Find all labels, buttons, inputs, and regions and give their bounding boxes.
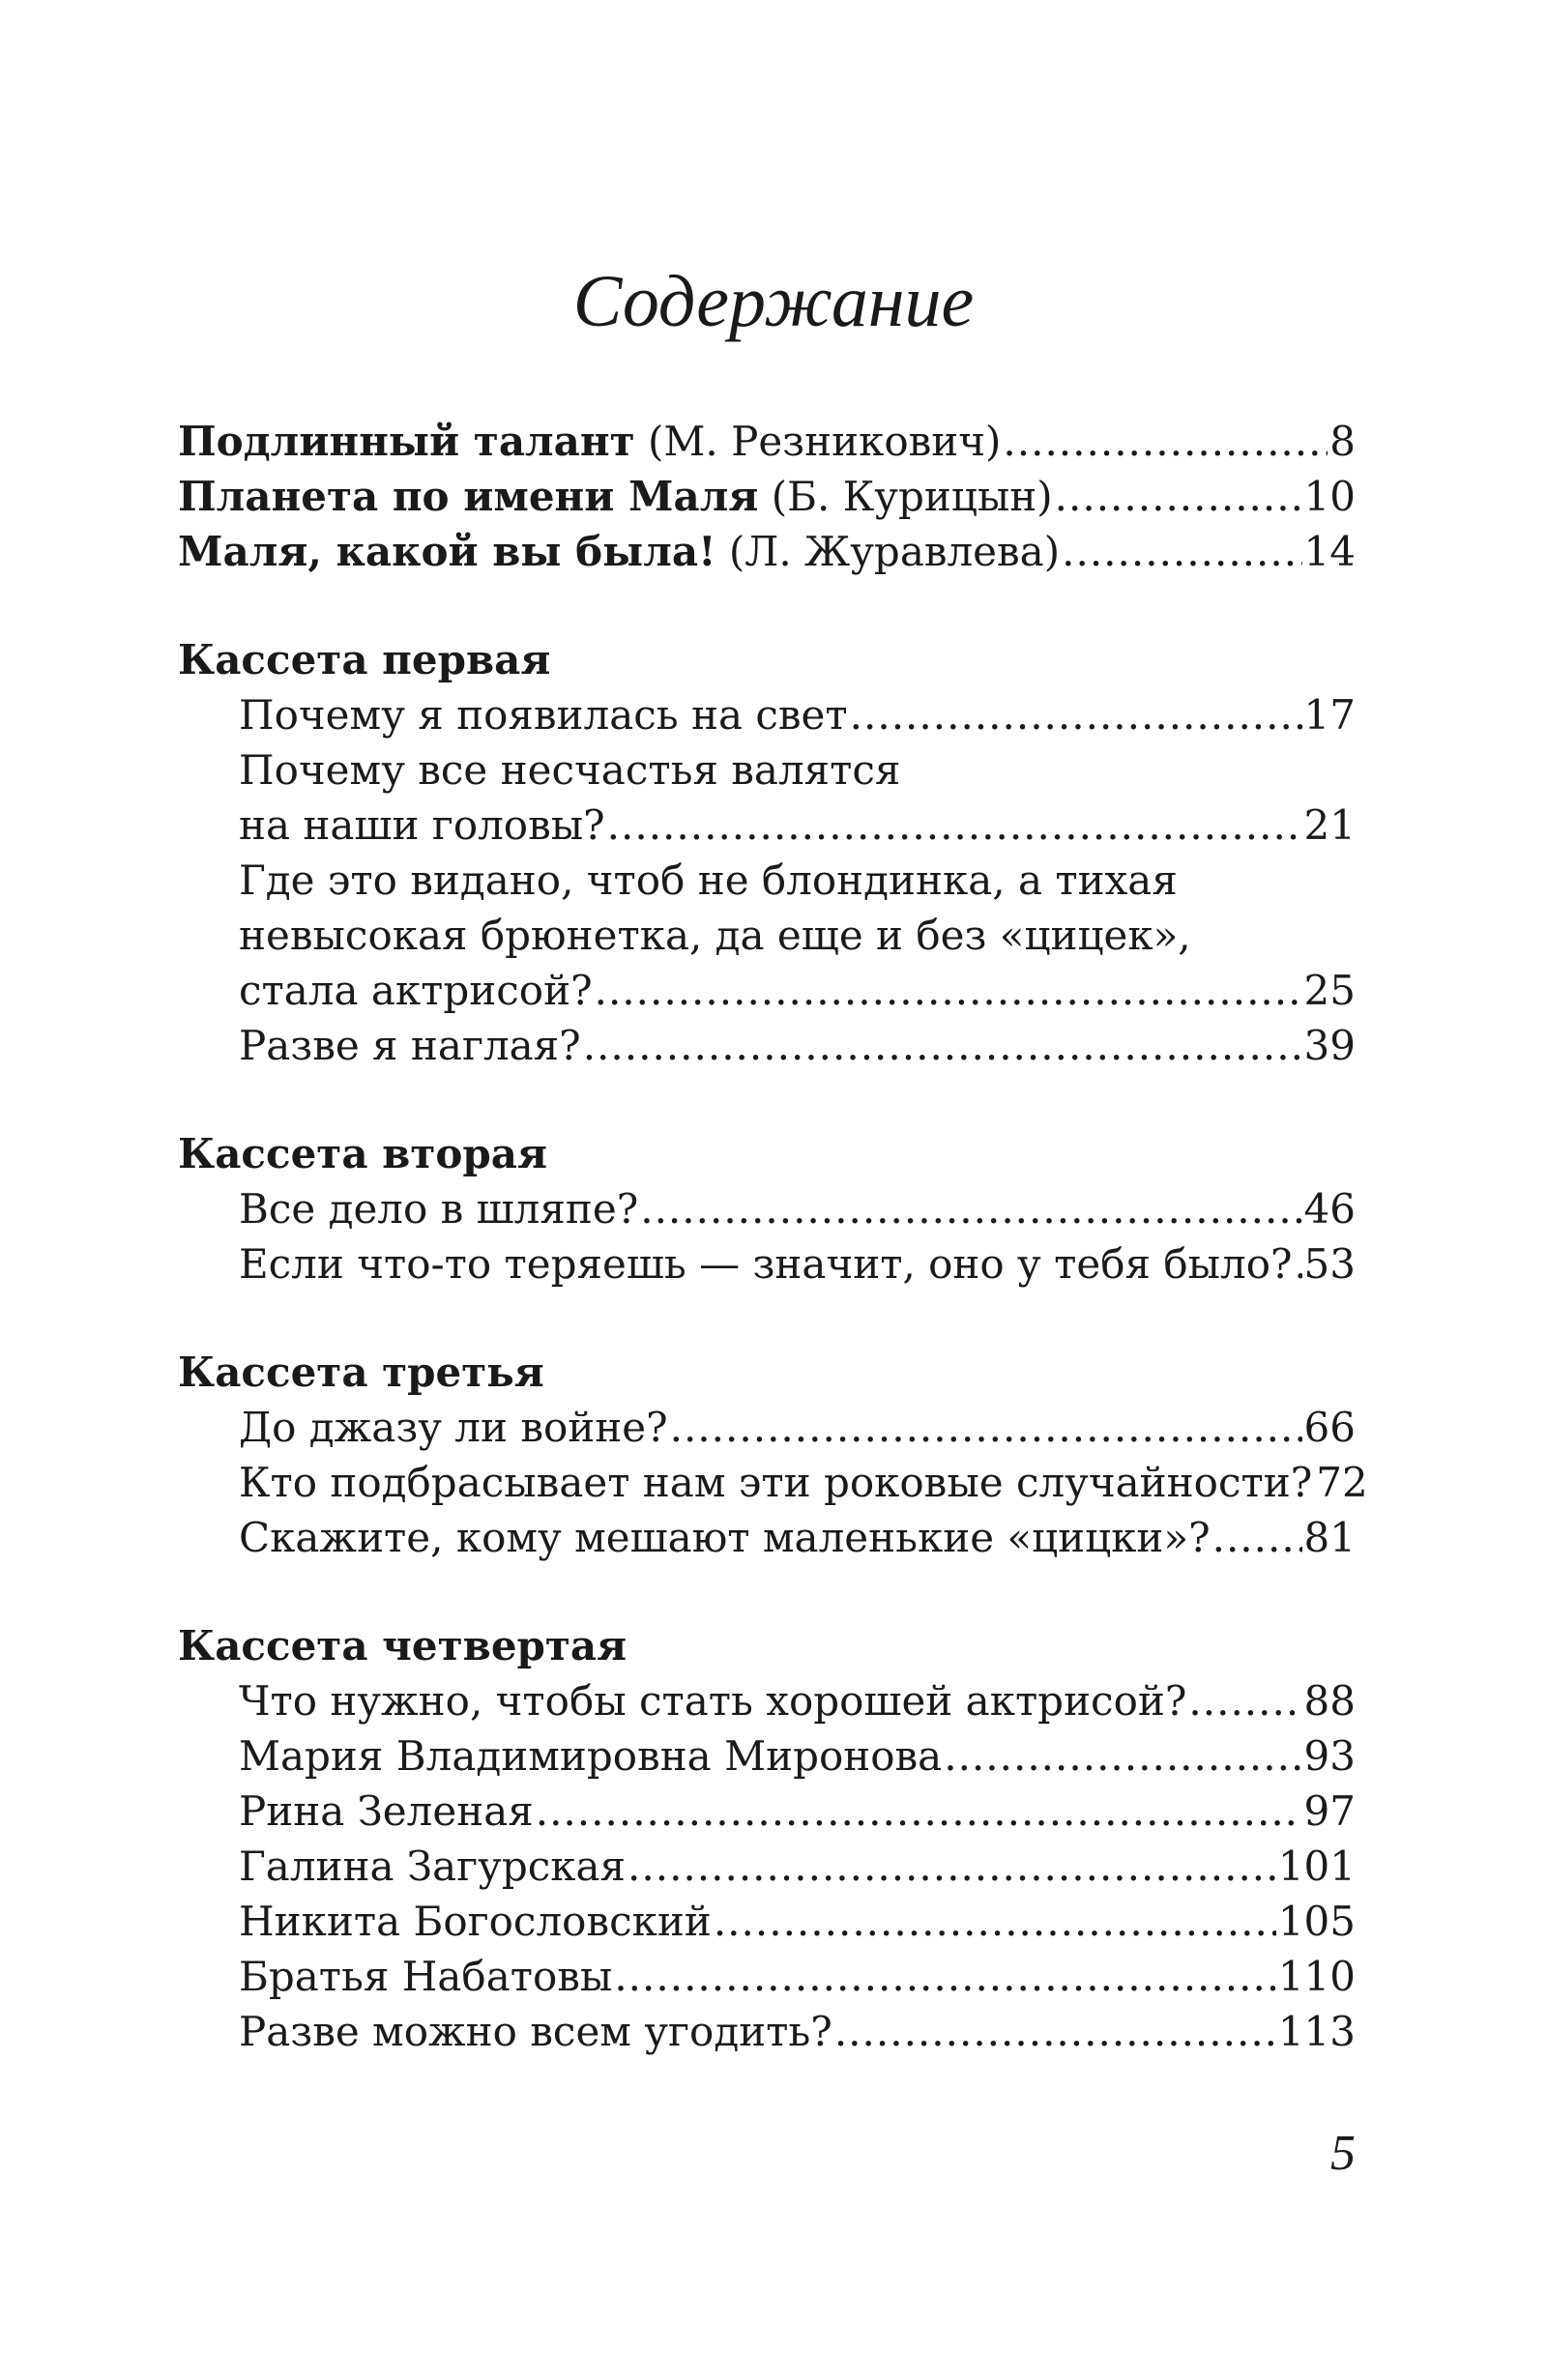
section-heading: Кассета первая: [178, 636, 551, 683]
page-number: 110: [1277, 1953, 1356, 2000]
toc-entry: [178, 687, 1356, 742]
page-number: 72: [1316, 1459, 1368, 1506]
entry-author: (Б. Курицын): [758, 473, 1053, 520]
section-heading: Кассета четвертая: [178, 1622, 628, 1669]
toc-entry: [178, 1949, 1356, 2004]
entry-title: Все дело в шляпе?: [239, 1185, 639, 1233]
dot-leader: [1055, 469, 1302, 524]
toc-entry: [178, 1673, 1356, 1728]
page-number: 17: [1303, 691, 1356, 739]
dot-leader: [1212, 1510, 1302, 1565]
entry-author: (Л. Журавлева): [715, 528, 1061, 575]
dot-leader: [640, 1181, 1301, 1236]
entry-title: Планета по имени Маля: [178, 473, 759, 520]
page-number: 46: [1303, 1185, 1356, 1233]
toc-entry: [178, 1510, 1356, 1565]
page-number: 39: [1303, 1022, 1356, 1069]
page-number: 66: [1303, 1404, 1356, 1451]
entry-title: Если что-то теряешь — значит, оно у тебя было?: [239, 1240, 1293, 1288]
entry-title-line: Почему все несчастья валятся: [239, 746, 901, 794]
entry-title: Рина Зеленая: [239, 1787, 534, 1835]
page-number: 101: [1277, 1843, 1356, 1890]
section-cassette-3: [178, 1345, 1368, 1565]
toc-entry: [178, 1181, 1356, 1236]
dot-leader: [670, 1400, 1302, 1455]
page-number: 113: [1277, 2008, 1356, 2055]
entry-title: на наши головы?: [239, 801, 605, 849]
dot-leader: [834, 2004, 1276, 2059]
entry-title: Что нужно, чтобы стать хорошей актрисой?: [239, 1677, 1187, 1725]
entry-title: Подлинный талант: [178, 418, 635, 465]
dot-leader: [628, 1839, 1276, 1894]
entry-title: Мария Владимировна Миронова: [239, 1732, 943, 1780]
entry-title: Никита Богословский: [239, 1898, 712, 1945]
dot-leader: [607, 798, 1302, 853]
toc-entry: [178, 1894, 1356, 1949]
toc-entry: [178, 524, 1356, 579]
toc-entry: [178, 2004, 1356, 2059]
toc-entry: [178, 1839, 1356, 1894]
section-cassette-4: [178, 1618, 1356, 2059]
toc-entry: [178, 1455, 1368, 1510]
entry-title: До джазу ли войне?: [239, 1404, 668, 1451]
entry-title: Разве можно всем угодить?: [239, 2008, 832, 2055]
dot-leader: [944, 1728, 1301, 1784]
dot-leader: [1003, 414, 1328, 469]
toc-entry: [178, 1018, 1356, 1073]
entry-title: Маля, какой вы была!: [178, 528, 716, 575]
page-number: 10: [1303, 473, 1356, 520]
toc-entry: [178, 1728, 1356, 1784]
page-number: 8: [1329, 418, 1356, 465]
page-title: Содержание: [572, 261, 975, 342]
page-number: 93: [1303, 1732, 1356, 1780]
entry-title-line: Где это видано, чтоб не блондинка, а тихая: [239, 856, 1178, 904]
dot-leader: [595, 963, 1302, 1018]
entry-author: (М. Резникович): [634, 418, 1002, 465]
page-number: 14: [1303, 528, 1356, 575]
dot-leader: [614, 1949, 1276, 2004]
entry-title: Разве я наглая?: [239, 1022, 581, 1069]
section-cassette-1: [178, 632, 1356, 1073]
entry-title: Скажите, кому мешают маленькие «цицки»?: [239, 1514, 1211, 1561]
entry-title: Почему я появилась на свет: [239, 691, 848, 739]
page-folio-number: 5: [1330, 2126, 1356, 2181]
toc-entry: [178, 963, 1356, 1018]
entry-title: Галина Загурская: [239, 1843, 627, 1890]
toc-entry: [178, 798, 1356, 853]
section-heading: Кассета третья: [178, 1349, 544, 1396]
toc-entry: [178, 1400, 1356, 1455]
toc-entry: [178, 1236, 1356, 1292]
toc-entry: [178, 414, 1356, 469]
dot-leader: [1188, 1673, 1301, 1728]
dot-leader: [536, 1784, 1302, 1839]
page-number: 105: [1277, 1898, 1356, 1945]
dot-leader: [714, 1894, 1276, 1949]
intro-block: [178, 414, 1356, 579]
page-number: 25: [1303, 967, 1356, 1014]
toc-entry: [178, 1784, 1356, 1839]
dot-leader: [1295, 1236, 1302, 1292]
page-number: 88: [1303, 1677, 1356, 1725]
table-of-contents: [178, 414, 1368, 2059]
dot-leader: [850, 687, 1302, 742]
section-cassette-2: [178, 1126, 1356, 1292]
dot-leader: [583, 1018, 1302, 1073]
page-number: 97: [1303, 1787, 1356, 1835]
page-number: 53: [1303, 1240, 1356, 1288]
dot-leader: [1062, 524, 1301, 579]
entry-title-line: невысокая брюнетка, да еще и без «цицек»,: [239, 912, 1191, 959]
page-number: 21: [1303, 801, 1356, 849]
toc-entry: [178, 469, 1356, 524]
section-heading: Кассета вторая: [178, 1130, 547, 1177]
entry-title: стала актрисой?: [239, 967, 593, 1014]
page-number: 81: [1303, 1514, 1356, 1561]
entry-title: Кто подбрасывает нам эти роковые случайности?: [239, 1459, 1313, 1506]
entry-title: Братья Набатовы: [239, 1953, 613, 2000]
